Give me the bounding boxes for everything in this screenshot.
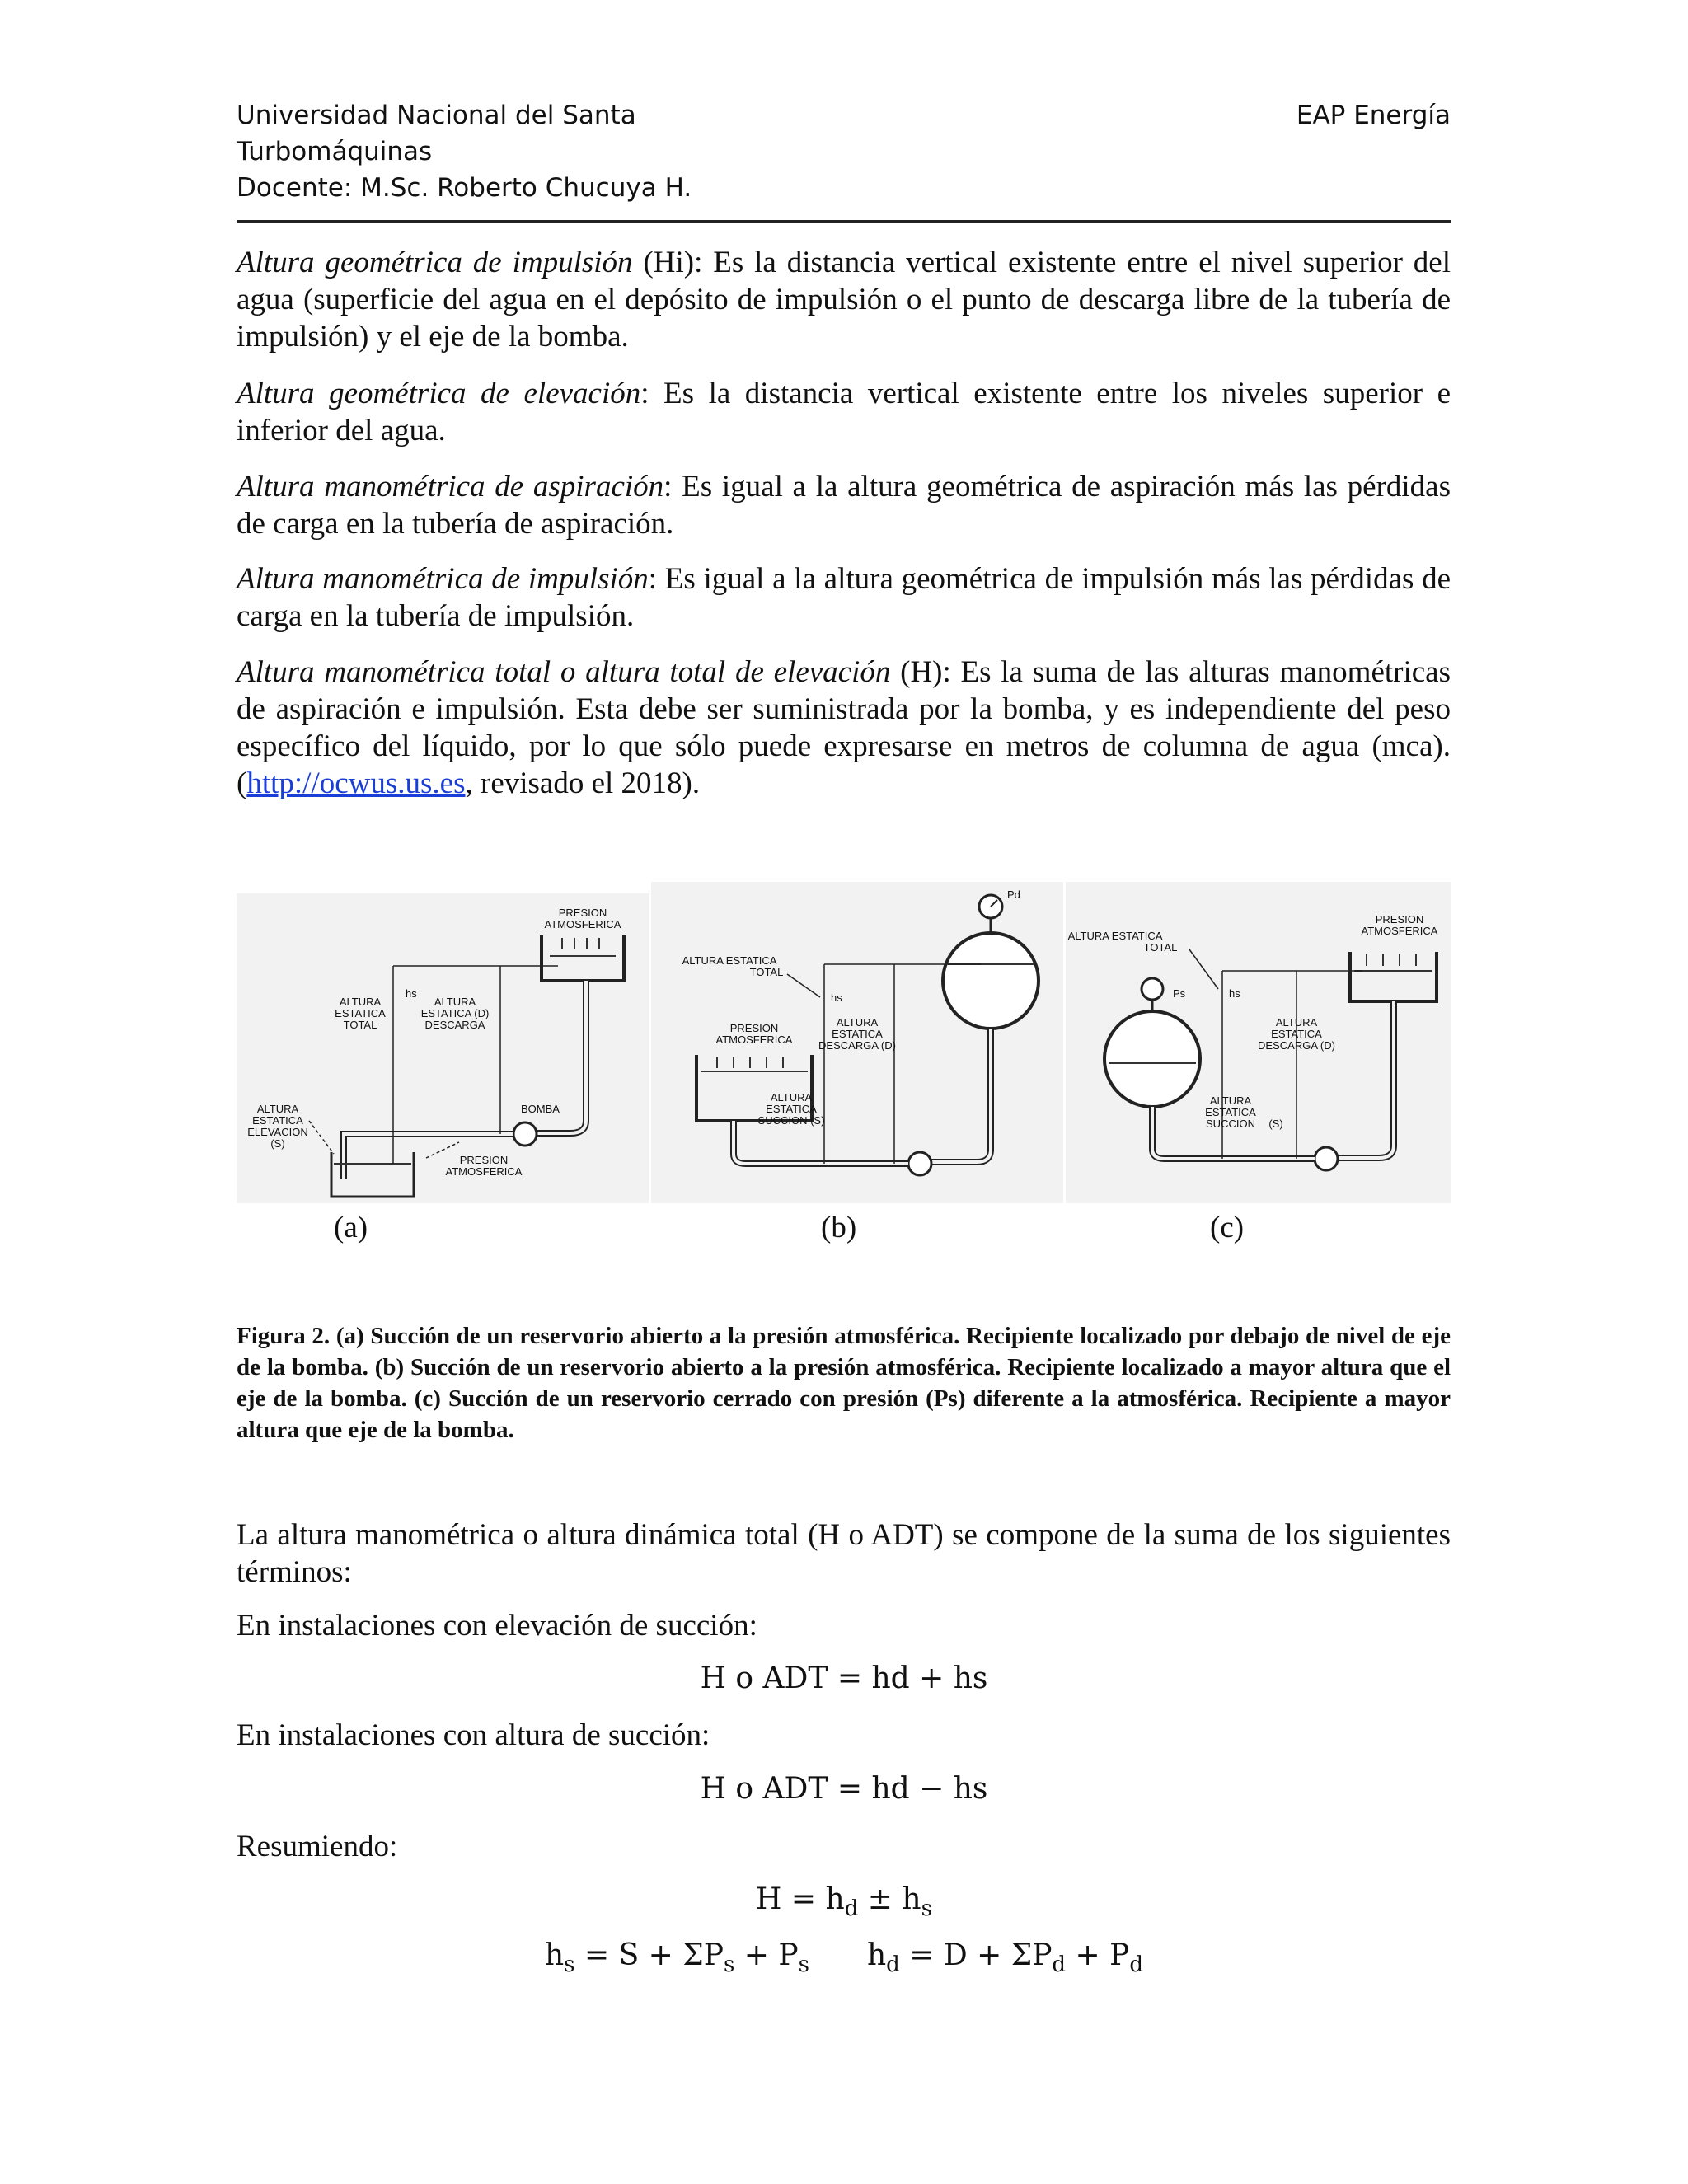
- eq-sub-s: s: [921, 1896, 932, 1921]
- eq-hs-rhs1: = S + ΣP: [574, 1938, 724, 1972]
- descarga-label-3: DESCARGA (D): [1258, 1039, 1335, 1052]
- elevacion-label-4: (S): [270, 1137, 285, 1150]
- figure-c-diagram: [1066, 874, 1451, 1203]
- definition-paragraph: [237, 375, 1451, 449]
- definition-text: (Hi): Es la distancia vertical existente entre el nivel superior del agua (superficie del agua en el depósito de impulsión o el punto de descarga libre de la tubería de impulsión) y el eje de la bomba.: [237, 246, 1451, 354]
- course-name: Turbomáquinas: [237, 137, 433, 166]
- university-name: Universidad Nacional del Santa: [237, 101, 636, 130]
- eq-hs-h: h: [544, 1938, 565, 1972]
- intro-paragraph: La altura manométrica o altura dinámica total (H o ADT) se compone de la suma de los siguientes términos:: [237, 1518, 1451, 1589]
- eq-sub-s: s: [723, 1952, 735, 1977]
- elevacion-label-1: ALTURA: [256, 1103, 299, 1115]
- presion-top-label-2: ATMOSFERICA: [544, 918, 621, 930]
- altura-total-label-1: ALTURA: [339, 996, 382, 1008]
- pd-label: Pd: [1007, 888, 1020, 901]
- equation-2: H o ADT = hd − hs: [700, 1772, 988, 1806]
- altura-total-label-3: TOTAL: [343, 1019, 377, 1031]
- succion-label-1: ALTURA: [770, 1091, 813, 1104]
- presion-top-label-1: PRESION: [558, 907, 607, 919]
- descarga-label-2: ESTATICA (D): [420, 1007, 490, 1019]
- eq-sub-d: d: [1129, 1952, 1144, 1977]
- definition-term: Altura manométrica de impulsión: [237, 562, 649, 596]
- eq-sub-d: d: [844, 1896, 859, 1921]
- definition-tail: , revisado el 2018).: [465, 766, 701, 800]
- altura-total-label-2: TOTAL: [749, 966, 784, 978]
- definition-text: : Es igual a la altura geométrica de impulsión más las pérdidas de carga en la tubería de impulsión.: [237, 562, 1451, 633]
- descarga-label-2: ESTATICA: [832, 1028, 883, 1040]
- presion-label-2: ATMOSFERICA: [1361, 925, 1438, 937]
- definition-term: Altura manométrica total o altura total de elevación: [237, 655, 891, 689]
- definition-term: Altura geométrica de impulsión: [237, 246, 633, 279]
- eq-hd-h: h: [866, 1938, 887, 1972]
- definition-term: Altura manométrica de aspiración: [237, 470, 664, 504]
- elevacion-label-3: ELEVACION: [247, 1126, 308, 1138]
- figure-label-c: (c): [1210, 1211, 1245, 1244]
- altura-heading: En instalaciones con altura de succión:: [237, 1718, 710, 1752]
- figure-b-diagram: [651, 874, 1063, 1203]
- elevacion-heading: En instalaciones con elevación de succión:: [237, 1609, 757, 1643]
- eq-pm: ± h: [858, 1882, 921, 1916]
- succion-label-4: (S): [1268, 1118, 1283, 1130]
- figure-caption: Figura 2. (a) Succión de un reservorio abierto a la presión atmosférica. Recipiente localizado por debajo de nivel de eje de la bomba. (b) Succión de un reservorio abierto a la presión atmosférica. Recipiente localizado a mayor altura que el eje de la bomba. (c) Succión de un reservorio cerrado con presión (Ps) diferente a la atmosférica. Recipiente a mayor altura que eje de la bomba.: [237, 1323, 1451, 1443]
- presion-bottom-label-1: PRESION: [459, 1154, 509, 1166]
- descarga-label-1: ALTURA: [434, 996, 476, 1008]
- header-left: [237, 97, 692, 206]
- presion-label-1: PRESION: [1375, 913, 1424, 926]
- teacher-name: Docente: M.Sc. Roberto Chucuya H.: [237, 173, 692, 203]
- bomba-label: BOMBA: [521, 1103, 560, 1115]
- pump-icon: [513, 1122, 537, 1146]
- hs-label: hs: [1229, 987, 1240, 1000]
- equation-components: [0, 1938, 1688, 1977]
- definition-term: Altura geométrica de elevación: [237, 377, 641, 410]
- presion-label-2: ATMOSFERICA: [715, 1033, 793, 1046]
- pressure-tank: [943, 933, 1039, 1029]
- descarga-label-1: ALTURA: [1275, 1016, 1318, 1029]
- descarga-label-2: ESTATICA: [1271, 1028, 1322, 1040]
- closed-tank: [1104, 1011, 1200, 1107]
- definition-paragraph: [237, 244, 1451, 355]
- figure-label-a: (a): [334, 1211, 368, 1244]
- presion-label-1: PRESION: [729, 1022, 779, 1034]
- hs-label: hs: [406, 987, 417, 1000]
- ps-label: Ps: [1173, 987, 1186, 1000]
- succion-label-3: SUCCION: [1206, 1118, 1255, 1130]
- eq-hd-rhs1: = D + ΣP: [899, 1938, 1053, 1972]
- eq-sub-s: s: [798, 1952, 809, 1977]
- pump-icon: [908, 1152, 931, 1175]
- eq-sub-s: s: [564, 1952, 575, 1977]
- descarga-label-1: ALTURA: [836, 1016, 879, 1029]
- resumiendo-heading: Resumiendo:: [237, 1830, 398, 1863]
- figure-a-diagram: [237, 874, 649, 1203]
- elevacion-label-2: ESTATICA: [252, 1114, 303, 1127]
- altura-total-label-2: TOTAL: [1143, 941, 1178, 954]
- presion-bottom-label-2: ATMOSFERICA: [445, 1165, 523, 1178]
- figure-label-b: (b): [821, 1211, 857, 1244]
- equation-summary: [0, 1882, 1688, 1921]
- definition-text: (H): Es la suma de las alturas manométricas de aspiración e impulsión. Esta debe ser suministrada por la bomba, y es independiente del peso específico del líquido, por lo que sólo puede expresarse en metros de columna de agua (mca). (: [237, 655, 1451, 800]
- eq-hd-rhs2: + P: [1066, 1938, 1130, 1972]
- header-divider: [237, 220, 1451, 223]
- descarga-label-3: DESCARGA (D): [818, 1039, 896, 1052]
- definition-paragraph: [237, 654, 1451, 802]
- altura-total-label-1: ALTURA ESTATICA: [1067, 930, 1163, 942]
- definition-text: : Es igual a la altura geométrica de aspiración más las pérdidas de carga en la tubería de aspiración.: [237, 470, 1451, 541]
- altura-total-label-2: ESTATICA: [335, 1007, 386, 1019]
- altura-total-label-1: ALTURA ESTATICA: [682, 954, 777, 967]
- definition-paragraph: [237, 560, 1451, 635]
- eq-hs-rhs2: + P: [734, 1938, 799, 1972]
- source-link[interactable]: http://ocwus.us.es: [246, 766, 466, 800]
- gauge-icon: [1142, 978, 1163, 1000]
- definition-paragraph: [237, 468, 1451, 542]
- school-name: EAP Energía: [1296, 101, 1451, 130]
- definition-text: : Es la distancia vertical existente entre los niveles superior e inferior del agua.: [237, 377, 1451, 448]
- succion-label-2: ESTATICA: [1205, 1106, 1256, 1118]
- succion-label-1: ALTURA: [1209, 1094, 1252, 1107]
- eq-H-lhs: H = h: [756, 1882, 845, 1916]
- pump-icon: [1315, 1147, 1338, 1170]
- eq-sub-d: d: [886, 1952, 900, 1977]
- succion-label-2: ESTATICA: [766, 1103, 817, 1115]
- descarga-label-3: DESCARGA: [424, 1019, 485, 1031]
- eq-sub-d: d: [1052, 1952, 1067, 1977]
- equation-1: H o ADT = hd + hs: [700, 1661, 988, 1695]
- succion-label-3: SUCCION (S): [757, 1114, 825, 1127]
- hs-label: hs: [831, 991, 842, 1004]
